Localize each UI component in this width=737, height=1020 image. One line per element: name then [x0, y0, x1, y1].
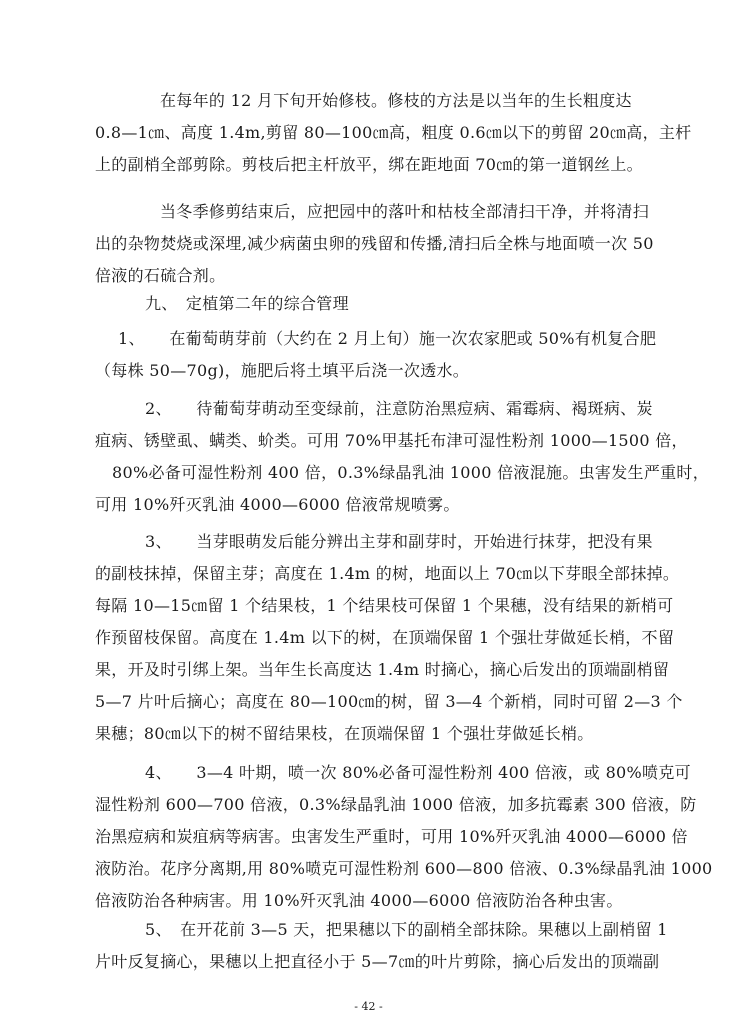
text-line: 5、 在开花前 3—5 天，把果穗以下的副梢全部抹除。果穗以上副梢留 1: [145, 920, 668, 939]
text-line: 疽病、锈壁虱、螨类、蚧类。可用 70%甲基托布津可湿性粉剂 1000—1500 倍，: [95, 431, 688, 450]
text-line: 2、 待葡萄芽萌动至变绿前，注意防治黑痘病、霜霉病、褐斑病、炭: [145, 399, 653, 418]
text-line: （每株 50—70g)，施肥后将土填平后浇一次透水。: [95, 361, 470, 380]
text-line: 治黑痘病和炭疽病等病害。虫害发生严重时，可用 10%歼灭乳油 4000—6000 倍: [95, 827, 688, 846]
text-line: 果穗；80㎝以下的树不留结果枝，在顶端保留 1 个强壮芽做延长梢。: [95, 724, 594, 743]
text-line: 作预留枝保留。高度在 1.4m 以下的树，在顶端保留 1 个强壮芽做延长梢，不留: [95, 628, 675, 647]
text-line: 80%必备可湿性粉剂 400 倍，0.3%绿晶乳油 1000 倍液混施。虫害发生严重时，: [112, 463, 710, 482]
text-line: 每隔 10—15㎝留 1 个结果枝，1 个结果枝可保留 1 个果穗，没有结果的新梢可: [95, 596, 674, 615]
text-line: 5—7 片叶后摘心；高度在 80—100㎝的树，留 3—4 个新梢，同时可留 2—3 个: [95, 692, 683, 711]
text-line: 上的副梢全部剪除。剪枝后把主杆放平，绑在距地面 70㎝的第一道钢丝上。: [95, 155, 643, 174]
text-line: 3、 当芽眼萌发后能分辨出主芽和副芽时，开始进行抹芽，把没有果: [145, 532, 653, 551]
section-heading: 九、 定植第二年的综合管理: [145, 294, 349, 313]
text-line: 0.8—1㎝、高度 1.4m,剪留 80—100㎝高，粗度 0.6㎝以下的剪留 20㎝高，主杆: [95, 123, 692, 142]
text-line: 湿性粉剂 600—700 倍液，0.3%绿晶乳油 1000 倍液，加多抗霉素 300 倍液，防: [95, 795, 697, 814]
text-line: 倍液的石硫合剂。: [95, 266, 226, 285]
text-line: 片叶反复摘心，果穗以上把直径小于 5—7㎝的叶片剪除，摘心后发出的顶端副: [95, 952, 660, 971]
page-number: - 42 -: [354, 1000, 383, 1013]
text-line: 出的杂物焚烧或深埋,减少病菌虫卵的残留和传播,清扫后全株与地面喷一次 50: [95, 234, 654, 253]
text-line: 在每年的 12 月下旬开始修枝。修枝的方法是以当年的生长粗度达: [160, 91, 632, 110]
text-line: 4、 3—4 叶期，喷一次 80%必备可湿性粉剂 400 倍液，或 80%喷克可: [145, 763, 691, 782]
text-line: 果，开及时引绑上架。当年生长高度达 1.4m 时摘心，摘心后发出的顶端副梢留: [95, 660, 670, 679]
text-line: 液防治。花序分离期,用 80%喷克可湿性粉剂 600—800 倍液、0.3%绿晶乳油 1000: [95, 859, 713, 878]
text-line: 倍液防治各种病害。用 10%歼灭乳油 4000—6000 倍液防治各种虫害。: [95, 891, 623, 910]
text-line: 可用 10%歼灭乳油 4000—6000 倍液常规喷雾。: [95, 495, 460, 514]
text-line: 当冬季修剪结束后，应把园中的落叶和枯枝全部清扫干净，并将清扫: [160, 202, 650, 221]
text-line: 1、 在葡萄萌芽前（大约在 2 月上旬）施一次农家肥或 50%有机复合肥: [118, 329, 657, 348]
text-line: 的副枝抹掉，保留主芽；高度在 1.4m 的树，地面以上 70㎝以下芽眼全部抹掉。: [95, 564, 680, 583]
